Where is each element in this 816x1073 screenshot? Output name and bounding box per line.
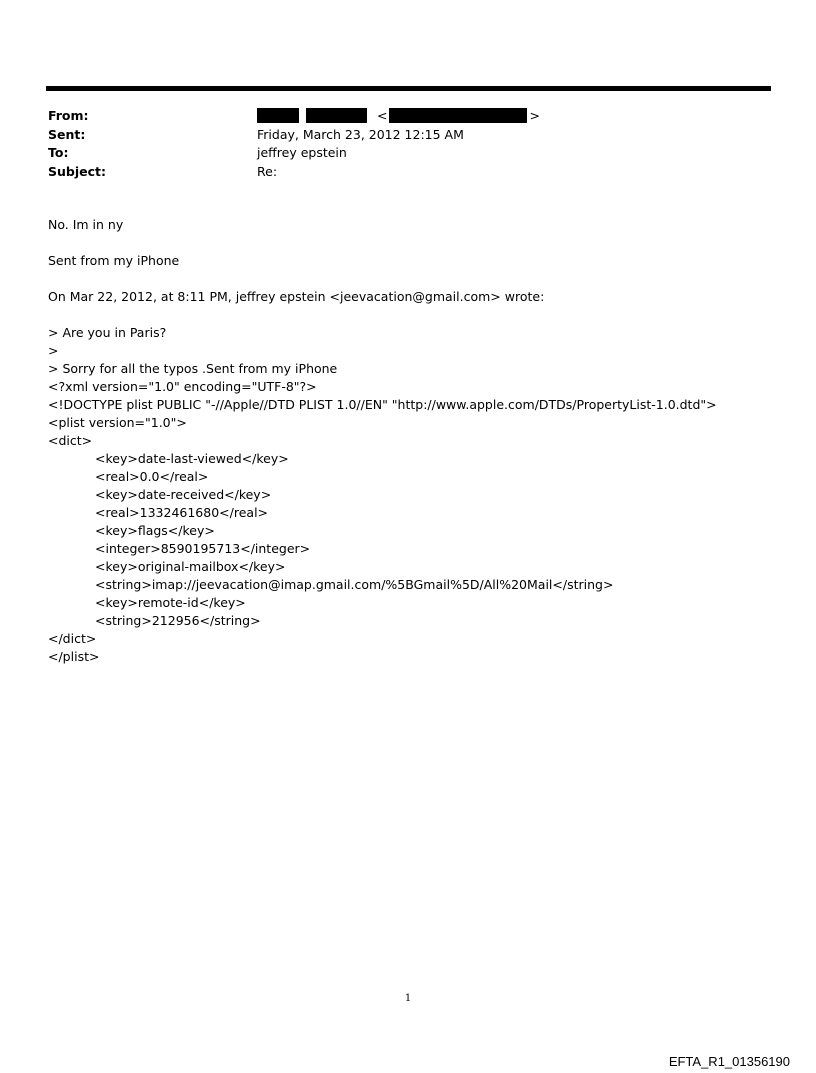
to-label: To: — [48, 145, 69, 160]
quoted-line: <plist version="1.0"> — [48, 415, 187, 430]
plist-line: <key>flags</key> — [95, 523, 215, 538]
sent-value: Friday, March 23, 2012 12:15 AM — [257, 126, 464, 142]
plist-line: <integer>8590195713</integer> — [95, 541, 311, 556]
bates-number: EFTA_R1_01356190 — [668, 1054, 790, 1069]
quoted-line: <dict> — [48, 433, 93, 448]
quoted-line: <?xml version="1.0" encoding="UTF-8"?> — [48, 379, 317, 394]
plist-line: <key>date-received</key> — [95, 487, 272, 502]
email-body — [48, 216, 788, 666]
plist-line: </dict> — [48, 631, 97, 646]
page-number: 1 — [404, 993, 412, 1004]
from-row — [48, 107, 748, 126]
signature-text: Sent from my iPhone — [48, 253, 180, 268]
to-value: jeffrey epstein — [257, 145, 347, 160]
from-label: From: — [48, 108, 89, 123]
plist-line: <key>original-mailbox</key> — [95, 559, 286, 574]
redaction-box — [389, 108, 527, 123]
quoted-line: > — [48, 343, 59, 358]
reply-text: No. Im in ny — [48, 217, 124, 232]
subject-label: Subject: — [48, 163, 106, 179]
quote-intro: On Mar 22, 2012, at 8:11 PM, jeffrey epstein <jeevacation@gmail.com> wrote: — [48, 289, 545, 304]
plist-line: <key>remote-id</key> — [95, 595, 246, 610]
header-rule — [46, 86, 771, 91]
to-row — [48, 144, 748, 163]
plist-line: <real>0.0</real> — [95, 469, 209, 484]
quoted-line: > Sorry for all the typos .Sent from my iPhone — [48, 361, 338, 376]
subject-row — [48, 163, 748, 182]
sent-row — [48, 126, 748, 145]
quoted-line: <!DOCTYPE plist PUBLIC "-//Apple//DTD PLIST 1.0//EN" "http://www.apple.com/DTDs/PropertyList-1.0.dtd"> — [48, 397, 717, 412]
redaction-box — [257, 108, 299, 123]
plist-line: <real>1332461680</real> — [95, 505, 269, 520]
from-bracket-close: > — [529, 108, 540, 123]
sent-label: Sent: — [48, 126, 86, 142]
from-bracket-open: < — [376, 108, 388, 123]
plist-line: <string>212956</string> — [95, 613, 261, 628]
from-value — [257, 107, 540, 126]
email-header — [48, 107, 748, 181]
redaction-box — [306, 108, 367, 123]
plist-line: <string>imap://jeevacation@imap.gmail.com/%5BGmail%5D/All%20Mail</string> — [95, 577, 614, 592]
plist-line: <key>date-last-viewed</key> — [95, 451, 289, 466]
plist-line: </plist> — [48, 649, 100, 664]
quoted-line: > Are you in Paris? — [48, 325, 167, 340]
subject-value: Re: — [257, 163, 278, 179]
